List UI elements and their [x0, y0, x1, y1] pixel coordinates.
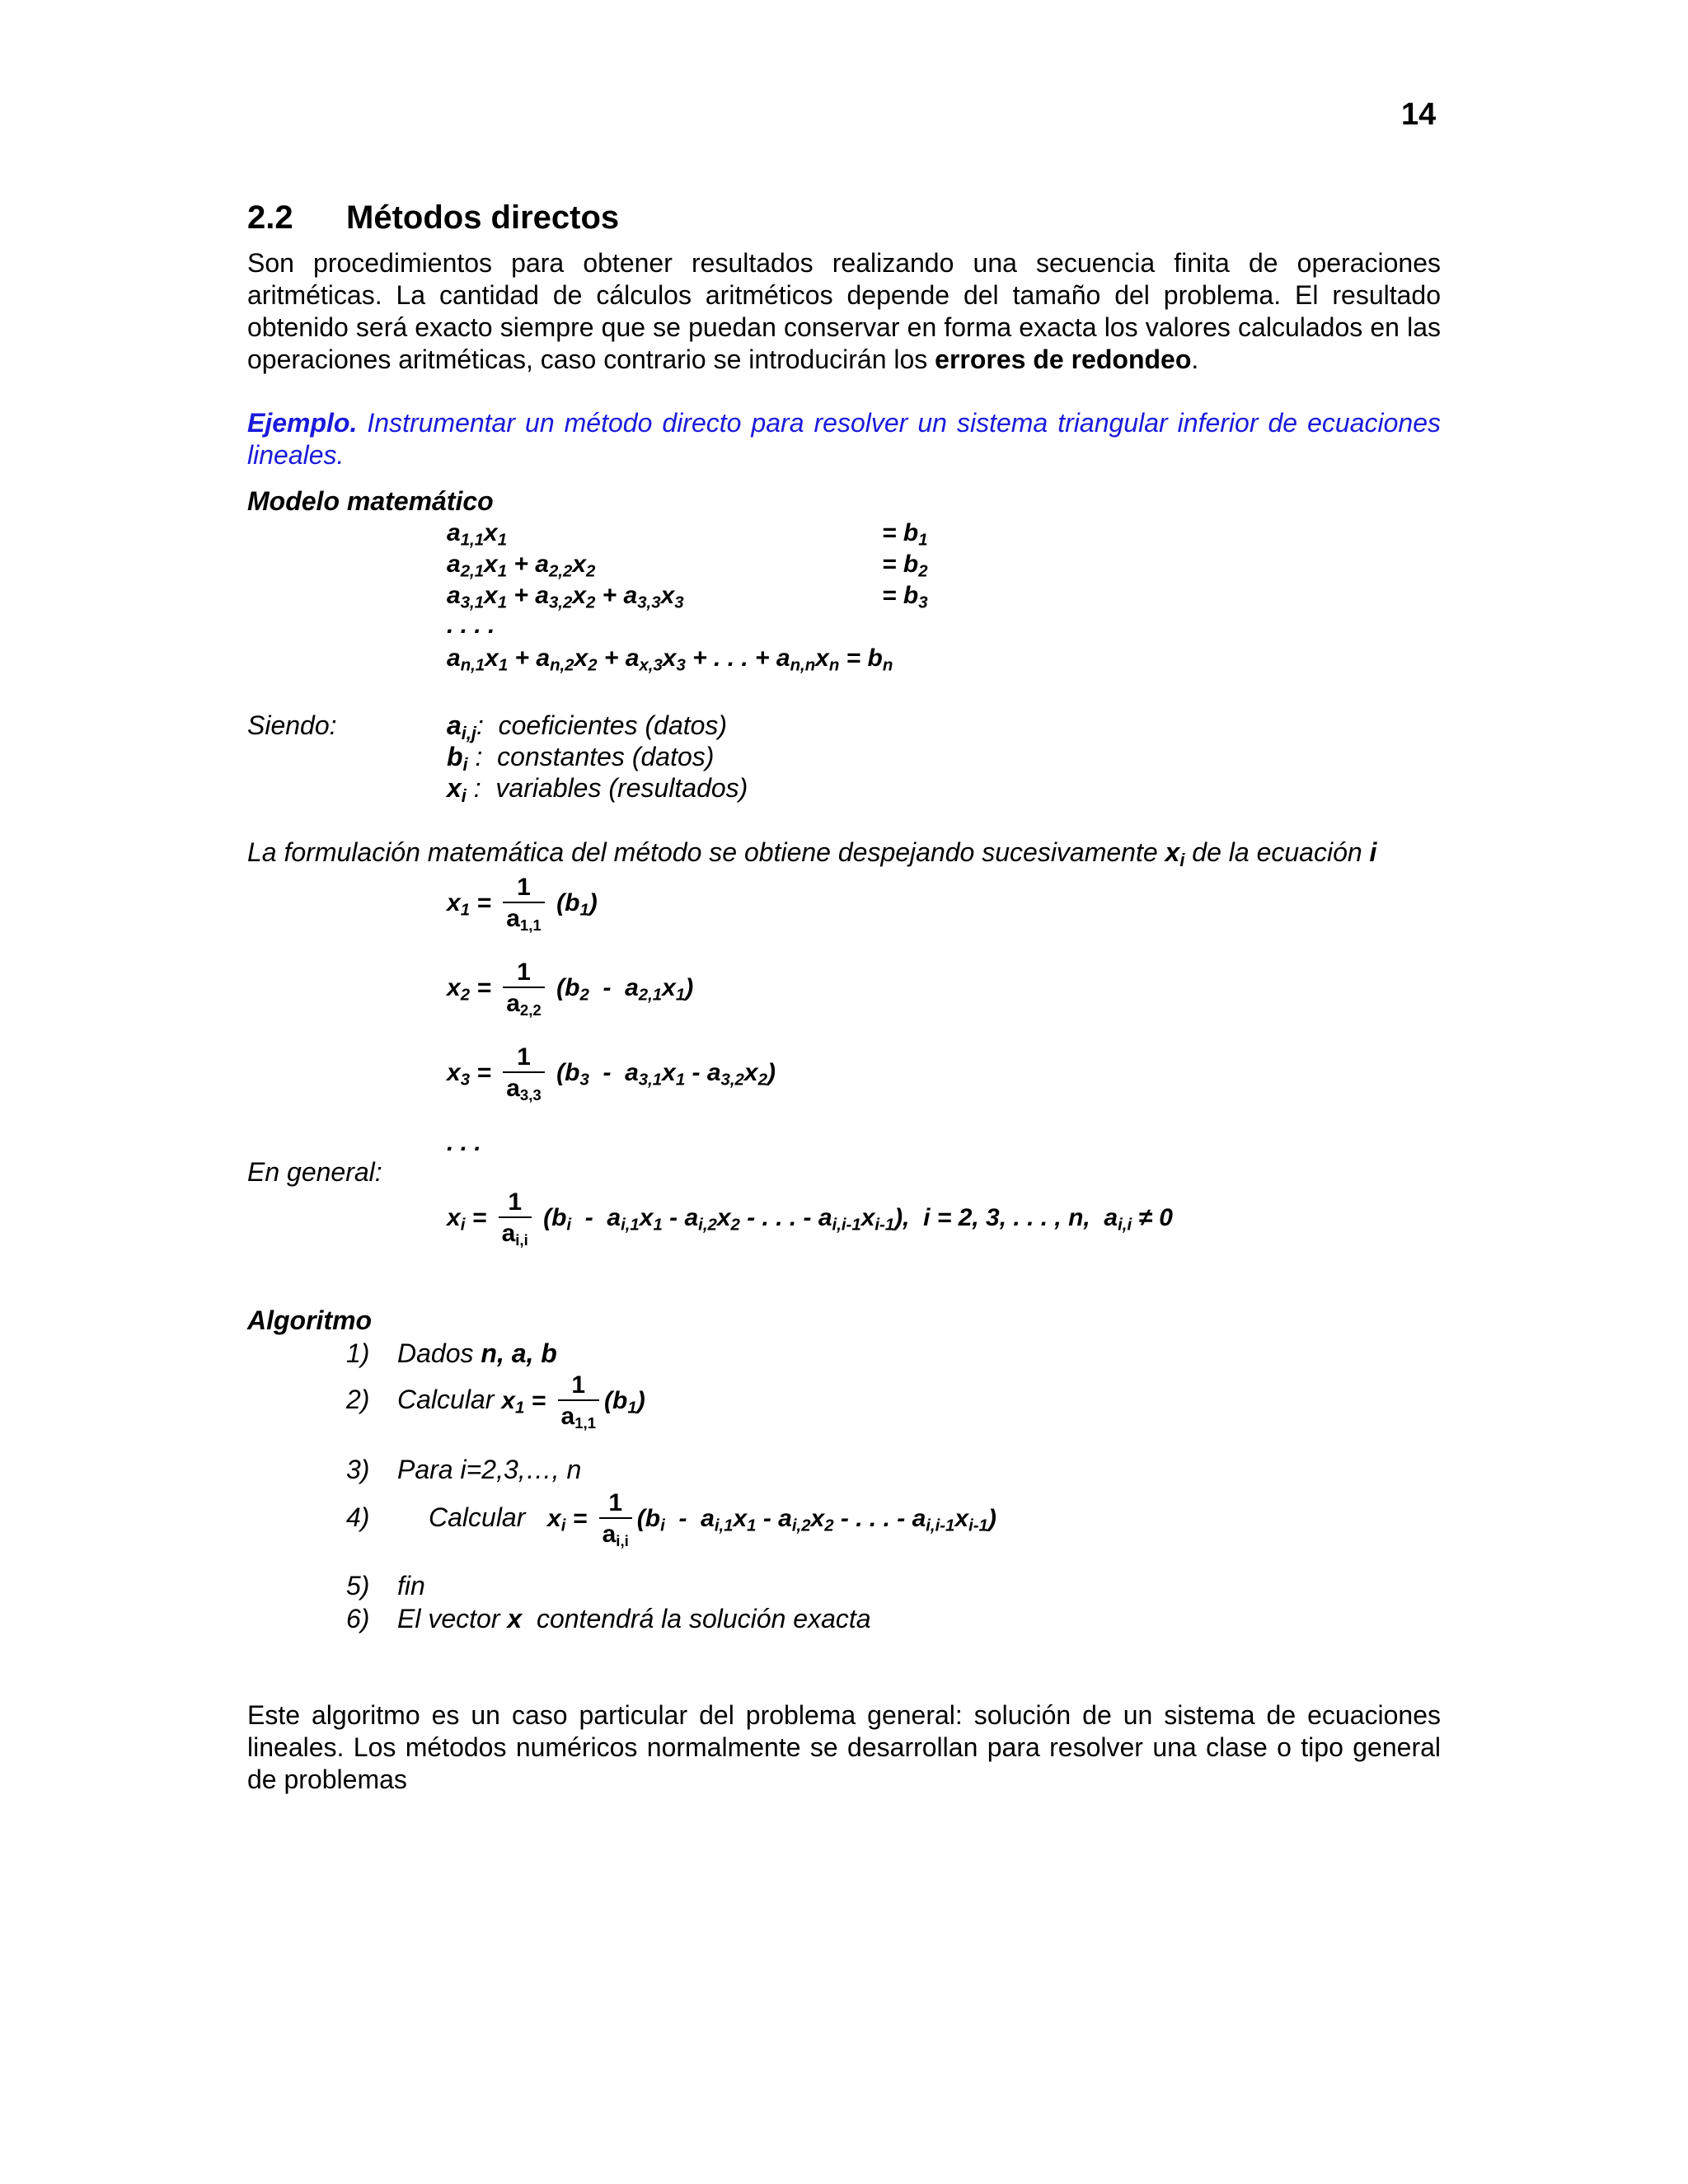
siendo-item-a: $a_{i,j}$: coeficientes (datos) [447, 710, 728, 744]
page-number: 14 [1401, 97, 1437, 132]
fraction: $\frac{1}{a_{2,2}}$ [503, 958, 545, 1019]
algorithm-step-4: 4) Calcular $x_i$ = $\frac{1}{a_{i,i}}$ ($b_i - a_{i,1}x_1 - a_{i,2}x_2$ - . . . - $a_{i,i-1}x_{i-1}$) [346, 1489, 996, 1550]
example-paragraph [247, 407, 1441, 471]
fraction: $\frac{1}{a_{i,i}}$ [499, 1188, 532, 1249]
intro-end: . [1191, 344, 1199, 374]
section-heading [247, 199, 619, 237]
equation-rhs-2: = $b_2$ [882, 551, 928, 581]
algorithm-step-5: 5) fin [346, 1571, 425, 1601]
section-number: 2.2 [247, 199, 293, 236]
formula-x1: $x_1$ = $\frac{1}{a_{1,1}}$ $(b_1)$ [447, 874, 598, 935]
equation-rhs-3: = $b_3$ [882, 582, 928, 612]
siendo-label: Siendo: [247, 710, 337, 740]
algorithm-step-3: 3) Para i=2,3,…, n [346, 1455, 582, 1484]
equation-rhs-1: = $b_1$ [882, 519, 928, 550]
algorithm-step-2: 2) Calcular $x_1$ = $\frac{1}{a_{1,1}}$ $(b_1)$ [346, 1371, 645, 1432]
equation-row-2: $a_{2,1}x_1 + a_{2,2}x_2$ [447, 551, 596, 581]
section-title: Métodos directos [346, 199, 620, 236]
fraction: $\frac{1}{a_{3,3}}$ [503, 1043, 545, 1104]
example-label: Ejemplo. [247, 408, 358, 438]
fraction: $\frac{1}{a_{1,1}}$ [558, 1371, 600, 1432]
example-text: Instrumentar un método directo para resolver un sistema triangular inferior de ecuaciones lineales. [247, 408, 1441, 470]
general-label: En general: [247, 1157, 382, 1187]
intro-bold-term: errores de redondeo [935, 344, 1192, 374]
closing-paragraph: Este algoritmo es un caso particular del problema general: solución de un sistema de ecuaciones lineales. Los métodos numéricos normalmente se desarrollan para resolver una clase o tipo general de problemas [247, 1700, 1441, 1794]
formula-general: $x_i$ = $\frac{1}{a_{i,i}}$ ($b_i - a_{i,1}x_1 - a_{i,2}x_2$ - . . . - $a_{i,i-1}x_{i-1}$), i = 2, 3, . . . , n, $a_{i,i} \ne 0$ [447, 1188, 1173, 1249]
siendo-item-x: $x_i$ : variables (resultados) [447, 773, 748, 807]
equation-dots: . . . . [447, 612, 495, 639]
algorithm-step-1: 1) Dados n, a, b [346, 1338, 557, 1368]
formula-x3: $x_3$ = $\frac{1}{a_{3,3}}$ $(b_3 - a_{3,1}x_1 - a_{3,2}x_2)$ [447, 1043, 776, 1104]
algorithm-step-6: 6) El vector x contendrá la solución exacta [346, 1604, 871, 1633]
fraction: $\frac{1}{a_{1,1}}$ [503, 874, 545, 935]
formulation-sentence: La formulación matemática del método se obtiene despejando sucesivamente $x_i$ de la ecuación i [247, 837, 1377, 871]
formula-dots: . . . [447, 1129, 481, 1156]
equation-row-n: $a_{n,1}x_1 + a_{n,2}x_2 + a_{x,3}x_3$ + . . . + $a_{n,n}x_n = b_n$ [447, 644, 893, 675]
equation-row-3: $a_{3,1}x_1 + a_{3,2}x_2 + a_{3,3}x_3$ [447, 582, 684, 612]
fraction: $\frac{1}{a_{i,i}}$ [599, 1489, 632, 1550]
intro-text: Son procedimientos para obtener resultados realizando una secuencia finita de operaciones aritméticas. La cantidad de cálculos aritméticos depende del tamaño del problema. El resultado obtenido será exacto siempre que se puedan conservar en forma exacta los valores calculados en las operaciones aritméticas, caso contrario se introducirán los [247, 248, 1441, 374]
model-heading: Modelo matemático [247, 486, 494, 516]
siendo-item-b: $b_i$ : constantes (datos) [447, 742, 715, 776]
intro-paragraph [247, 247, 1441, 376]
formula-x2: $x_2$ = $\frac{1}{a_{2,2}}$ $(b_2 - a_{2,1}x_1)$ [447, 958, 694, 1019]
equation-row-1: $a_{1,1}x_1$ [447, 519, 508, 550]
algorithm-heading: Algoritmo [247, 1305, 373, 1335]
